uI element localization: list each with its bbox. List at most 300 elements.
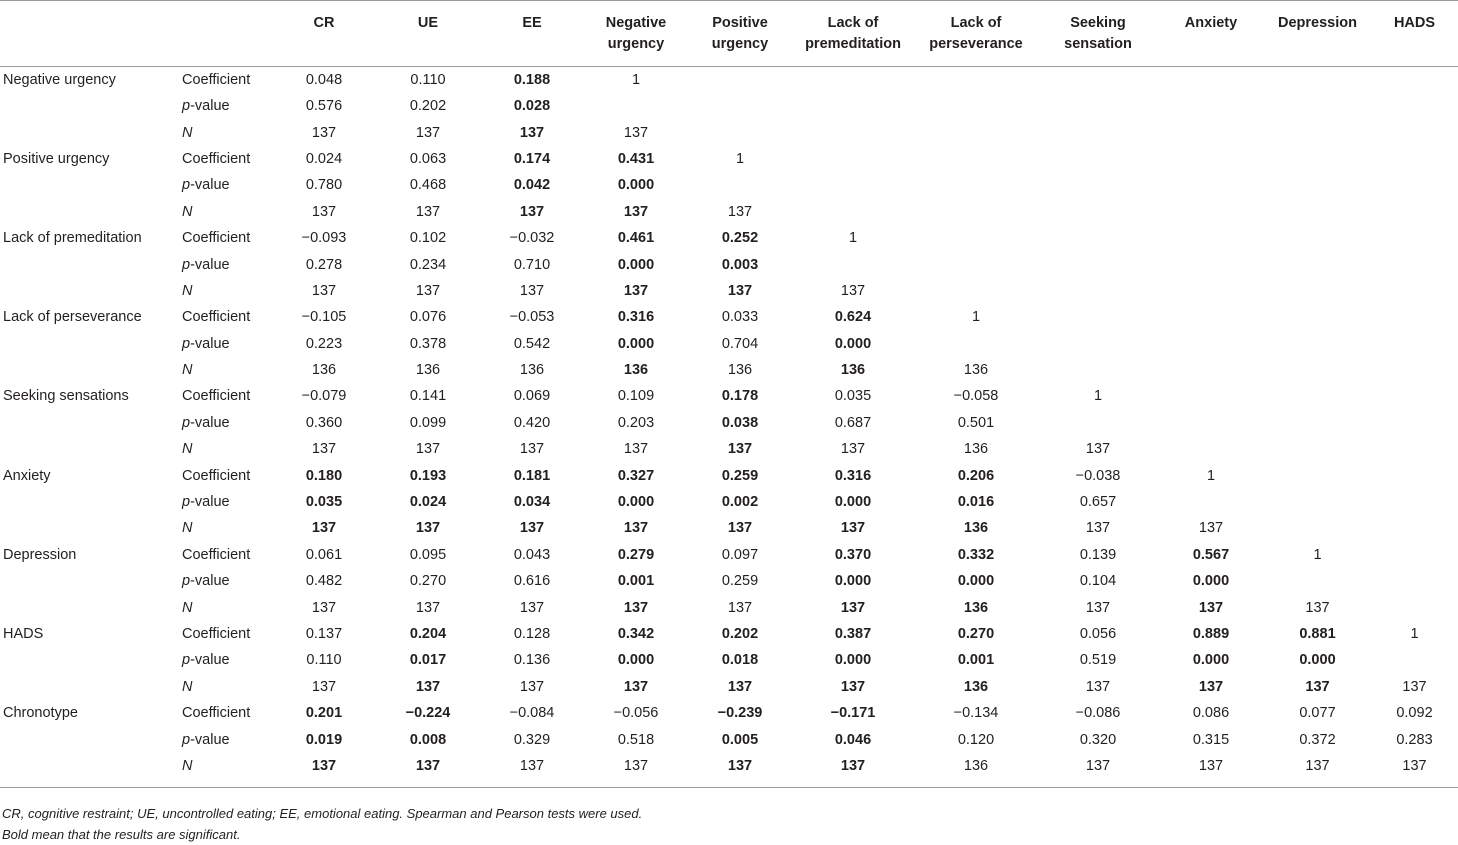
header-blank-cell (176, 1, 272, 67)
value-cell: 0.270 (409, 573, 447, 590)
statistic-label-cell: Coefficient (182, 72, 251, 88)
column-header-label: premeditation (805, 36, 901, 52)
column-header (914, 1, 1038, 67)
value-cell (1158, 225, 1264, 251)
value-cell (1158, 331, 1264, 357)
header-row (0, 1, 1458, 67)
value-cell (1371, 489, 1458, 515)
value-cell (1371, 67, 1458, 94)
value-cell: 136 (840, 362, 866, 379)
value-cell (1158, 251, 1264, 277)
p-value-suffix: -value (190, 731, 230, 748)
value-cell: 136 (963, 520, 989, 537)
column-header-label: Negative (605, 15, 667, 31)
value-cell: 137 (519, 124, 545, 141)
p-value-suffix: -value (190, 573, 230, 590)
value-cell: 0.019 (305, 731, 343, 748)
statistic-label-cell: N (182, 124, 193, 141)
value-cell: 0.136 (513, 652, 551, 669)
value-cell: 137 (1264, 753, 1371, 788)
value-cell (792, 93, 914, 119)
value-cell (1264, 515, 1371, 541)
value-cell: 137 (792, 753, 914, 788)
value-cell (1371, 146, 1458, 172)
value-cell: 0.046 (834, 731, 872, 748)
variable-name-cell: Chronotype (3, 705, 78, 722)
value-cell: 0.206 (957, 467, 995, 484)
value-cell: 137 (415, 124, 441, 141)
value-cell (1038, 278, 1158, 304)
value-cell (792, 67, 914, 94)
value-cell: 0.000 (834, 494, 872, 511)
column-header-label: Seeking (1070, 15, 1126, 31)
value-cell: 136 (963, 441, 989, 458)
value-cell: 137 (311, 203, 337, 220)
value-cell (1038, 225, 1158, 251)
p-value-suffix: -value (190, 177, 230, 194)
value-cell: 136 (519, 362, 545, 379)
value-cell: 0.889 (1192, 626, 1230, 642)
value-cell: 136 (963, 362, 989, 379)
value-cell: 0.687 (834, 414, 872, 431)
value-cell: 1 (1410, 626, 1419, 642)
value-cell: 0.000 (834, 652, 872, 669)
value-cell: 137 (519, 678, 545, 695)
value-cell: 0.468 (409, 177, 447, 194)
value-cell: 137 (415, 678, 441, 695)
value-cell (1371, 568, 1458, 594)
variable-name-cell: Seeking sensations (3, 388, 129, 405)
p-letter: p (182, 494, 191, 511)
value-cell: −0.058 (953, 388, 999, 405)
value-cell: 136 (311, 362, 337, 379)
statistic-label-cell: N (182, 678, 193, 695)
value-cell: 137 (1085, 678, 1111, 695)
table-row (0, 700, 1458, 726)
value-cell: 0.034 (513, 494, 551, 511)
value-cell: 0.431 (617, 150, 655, 167)
table-row (0, 726, 1458, 752)
value-cell: 137 (272, 753, 376, 788)
value-cell: −0.079 (301, 388, 347, 405)
value-cell: 137 (840, 282, 866, 299)
column-header (480, 1, 584, 67)
statistic-label-cell (176, 568, 272, 594)
value-cell: 1 (1093, 388, 1103, 405)
variable-name-cell (0, 119, 176, 145)
value-cell: 0.035 (834, 388, 872, 405)
value-cell: 0.278 (305, 256, 343, 273)
variable-name-cell (0, 199, 176, 225)
column-header (584, 1, 688, 67)
value-cell: 0.461 (617, 230, 655, 247)
value-cell: 137 (311, 441, 337, 458)
table-row (0, 146, 1458, 172)
value-cell: 0.028 (513, 98, 551, 115)
value-cell: 0.279 (617, 546, 655, 563)
value-cell: 137 (519, 441, 545, 458)
value-cell (688, 119, 792, 145)
p-letter: p (182, 256, 191, 273)
value-cell: 0.001 (957, 652, 995, 669)
value-cell: 0.710 (513, 256, 551, 273)
column-header-label: urgency (607, 36, 665, 52)
value-cell: 0.043 (513, 546, 551, 563)
value-cell (1264, 383, 1371, 409)
value-cell: 0.780 (305, 177, 343, 194)
value-cell: 0.024 (305, 150, 343, 167)
value-cell: 137 (688, 753, 792, 788)
value-cell: 0.252 (721, 230, 759, 247)
value-cell (1371, 93, 1458, 119)
value-cell: 0.069 (513, 388, 551, 405)
statistic-label-cell: N (182, 282, 193, 299)
value-cell (792, 172, 914, 198)
value-cell: 0.137 (305, 626, 343, 642)
value-cell (1264, 436, 1371, 462)
value-cell: 0.332 (957, 546, 995, 563)
value-cell (1264, 331, 1371, 357)
value-cell (1264, 357, 1371, 383)
variable-name-cell (0, 172, 176, 198)
value-cell: 0.188 (513, 72, 551, 88)
value-cell (1264, 410, 1371, 436)
value-cell: 0.048 (305, 72, 343, 88)
value-cell: 137 (311, 599, 337, 616)
statistic-label-cell (176, 647, 272, 673)
value-cell: 137 (1198, 599, 1224, 616)
table-row (0, 489, 1458, 515)
statistic-label-cell: N (182, 203, 193, 220)
value-cell: 0.095 (409, 546, 447, 563)
table-row (0, 515, 1458, 541)
value-cell: 0.005 (721, 731, 759, 748)
value-cell: 0.202 (409, 98, 447, 115)
value-cell (1264, 489, 1371, 515)
value-cell: 0.576 (305, 98, 343, 115)
column-header (792, 1, 914, 67)
value-cell: −0.084 (509, 705, 555, 722)
table-row (0, 357, 1458, 383)
value-cell: 137 (623, 678, 649, 695)
value-cell: 137 (1198, 678, 1224, 695)
value-cell (1038, 331, 1158, 357)
value-cell (1264, 304, 1371, 330)
header-blank-cell (0, 1, 176, 67)
value-cell (792, 146, 914, 172)
column-header (688, 1, 792, 67)
column-header (1038, 1, 1158, 67)
value-cell: 0.000 (1192, 573, 1230, 590)
value-cell (584, 93, 688, 119)
value-cell (914, 67, 1038, 94)
column-header-label: Anxiety (1184, 15, 1238, 31)
value-cell (1371, 357, 1458, 383)
value-cell: 0.420 (513, 414, 551, 431)
value-cell: 0.283 (1396, 731, 1433, 748)
value-cell: 0.099 (409, 414, 447, 431)
p-letter: p (182, 414, 191, 431)
value-cell: 0.000 (834, 573, 872, 590)
table-row (0, 568, 1458, 594)
column-header-label: EE (522, 15, 542, 31)
value-cell: 0.327 (617, 467, 655, 484)
value-cell: 0.139 (1079, 546, 1117, 563)
value-cell: 137 (311, 282, 337, 299)
value-cell (1038, 93, 1158, 119)
table-row (0, 410, 1458, 436)
value-cell (1038, 199, 1158, 225)
variable-name-cell (0, 489, 176, 515)
value-cell: 0.018 (721, 652, 759, 669)
variable-name-cell (0, 647, 176, 673)
column-header-label: perseverance (929, 36, 1023, 52)
value-cell: 0.204 (409, 626, 447, 642)
value-cell: 0.102 (409, 230, 447, 247)
value-cell (1371, 594, 1458, 620)
value-cell: 0.372 (1299, 731, 1336, 748)
value-cell: 0.657 (1079, 494, 1117, 511)
value-cell: 137 (376, 753, 480, 788)
value-cell: 137 (1198, 520, 1224, 537)
value-cell: 0.063 (409, 150, 447, 167)
value-cell (1264, 568, 1371, 594)
value-cell: 137 (623, 441, 649, 458)
value-cell: 137 (1158, 753, 1264, 788)
statistic-label-cell: Coefficient (182, 309, 251, 326)
value-cell: 137 (840, 441, 866, 458)
value-cell: 0.000 (617, 177, 655, 194)
value-cell (1038, 146, 1158, 172)
value-cell: −0.053 (509, 309, 555, 326)
value-cell: 0.223 (305, 335, 343, 352)
value-cell: 1 (1206, 467, 1216, 484)
value-cell: 0.259 (721, 467, 759, 484)
value-cell: 137 (584, 753, 688, 788)
value-cell: 0.056 (1079, 626, 1117, 642)
value-cell: −0.038 (1075, 467, 1121, 484)
value-cell (914, 93, 1038, 119)
value-cell: 0.104 (1079, 573, 1117, 590)
value-cell (1371, 542, 1458, 568)
value-cell: 1 (631, 72, 641, 88)
value-cell (1264, 251, 1371, 277)
value-cell: 137 (1305, 678, 1330, 695)
table-row (0, 383, 1458, 409)
statistic-label-cell: N (182, 599, 193, 616)
variable-name-cell: Depression (3, 546, 77, 563)
statistic-label-cell (176, 93, 272, 119)
variable-name-cell: Lack of premeditation (3, 230, 142, 247)
value-cell (1371, 462, 1458, 488)
column-header-label: sensation (1064, 36, 1132, 52)
p-value-suffix: -value (190, 98, 230, 115)
p-value-suffix: -value (190, 256, 230, 273)
variable-name-cell (0, 753, 176, 788)
value-cell: 0.086 (1192, 705, 1230, 722)
value-cell: 0.193 (409, 467, 447, 484)
value-cell: 137 (1038, 753, 1158, 788)
value-cell: 137 (1305, 599, 1330, 616)
table-row (0, 674, 1458, 700)
value-cell: 137 (727, 520, 753, 537)
value-cell: 137 (415, 203, 441, 220)
value-cell (1371, 436, 1458, 462)
statistic-label-cell: Coefficient (182, 546, 251, 563)
value-cell: 137 (519, 520, 545, 537)
value-cell (1371, 199, 1458, 225)
value-cell: 137 (519, 203, 545, 220)
value-cell: 137 (727, 441, 753, 458)
p-letter: p (182, 177, 191, 194)
value-cell: 0.000 (834, 335, 872, 352)
statistic-label-cell (176, 410, 272, 436)
value-cell (1371, 278, 1458, 304)
value-cell: 0.077 (1299, 705, 1336, 722)
table-row (0, 251, 1458, 277)
value-cell: 0.370 (834, 546, 872, 563)
p-letter: p (182, 335, 191, 352)
p-letter: p (182, 573, 191, 590)
variable-name-cell (0, 357, 176, 383)
table-row (0, 753, 1458, 788)
table-footnotes (2, 803, 642, 845)
value-cell: 0.881 (1299, 626, 1336, 642)
value-cell: 137 (415, 282, 441, 299)
value-cell: 0.180 (305, 467, 343, 484)
value-cell: 0.035 (305, 494, 343, 511)
value-cell: 0.141 (409, 388, 447, 405)
value-cell: 0.387 (834, 626, 872, 642)
value-cell: 0.033 (721, 309, 759, 326)
p-value-suffix: -value (190, 414, 230, 431)
value-cell (1038, 119, 1158, 145)
value-cell: 0.000 (1192, 652, 1230, 669)
statistic-label-cell (176, 489, 272, 515)
table-row (0, 67, 1458, 94)
value-cell (1158, 304, 1264, 330)
table-row (0, 199, 1458, 225)
value-cell: 0.003 (721, 256, 759, 273)
value-cell (914, 199, 1038, 225)
column-header (1158, 1, 1264, 67)
variable-name-cell (0, 331, 176, 357)
value-cell (688, 67, 792, 94)
value-cell: 0.016 (957, 494, 995, 511)
value-cell (1371, 225, 1458, 251)
value-cell (914, 172, 1038, 198)
variable-name-cell (0, 515, 176, 541)
table-row (0, 278, 1458, 304)
value-cell: 0.061 (305, 546, 343, 563)
table-row (0, 647, 1458, 673)
value-cell (1038, 251, 1158, 277)
statistic-label-cell: N (182, 520, 193, 537)
value-cell: 0.038 (721, 414, 759, 431)
value-cell (1264, 225, 1371, 251)
value-cell: 0.342 (617, 626, 655, 642)
value-cell: 0.542 (513, 335, 551, 352)
value-cell: 137 (415, 520, 441, 537)
value-cell: 0.109 (617, 388, 655, 405)
value-cell: 0.092 (1396, 705, 1433, 722)
column-header-label: Depression (1278, 15, 1357, 31)
value-cell: −0.134 (953, 705, 999, 722)
value-cell: 137 (1085, 441, 1111, 458)
value-cell: 136 (415, 362, 441, 379)
value-cell (1158, 172, 1264, 198)
value-cell (688, 93, 792, 119)
value-cell: −0.224 (405, 705, 451, 722)
table-row (0, 331, 1458, 357)
value-cell (1264, 172, 1371, 198)
column-header-label: Positive (712, 15, 768, 31)
column-header (376, 1, 480, 67)
column-header (1264, 1, 1371, 67)
value-cell: 0.624 (834, 309, 872, 326)
value-cell: 0.360 (305, 414, 343, 431)
value-cell: 0.315 (1192, 731, 1230, 748)
value-cell (1158, 357, 1264, 383)
value-cell (1038, 304, 1158, 330)
value-cell: 0.329 (513, 731, 551, 748)
value-cell: 137 (840, 520, 866, 537)
value-cell: 0.203 (617, 414, 655, 431)
value-cell (1158, 119, 1264, 145)
value-cell: 0.519 (1079, 652, 1117, 669)
value-cell (1371, 172, 1458, 198)
value-cell (914, 119, 1038, 145)
table-body (0, 67, 1458, 788)
column-header-label: Lack of (827, 15, 879, 31)
value-cell (1038, 410, 1158, 436)
value-cell (1158, 383, 1264, 409)
value-cell: 137 (623, 520, 649, 537)
value-cell: 0.076 (409, 309, 447, 326)
value-cell (1158, 67, 1264, 94)
statistic-label-cell: N (176, 753, 272, 788)
table-row (0, 542, 1458, 568)
value-cell: 137 (727, 203, 753, 220)
value-cell: 0.181 (513, 467, 551, 484)
variable-name-cell: Positive urgency (3, 150, 110, 167)
column-header (272, 1, 376, 67)
value-cell: 137 (840, 599, 866, 616)
value-cell: 0.316 (617, 309, 655, 326)
value-cell: 0.567 (1192, 546, 1230, 563)
value-cell: 137 (415, 599, 441, 616)
statistic-label-cell (176, 251, 272, 277)
p-value-suffix: -value (190, 335, 230, 352)
statistic-label-cell: Coefficient (182, 150, 251, 167)
value-cell (688, 172, 792, 198)
statistic-label-cell: N (182, 362, 193, 379)
column-header-label: Lack of (950, 15, 1002, 31)
p-value-suffix: -value (190, 494, 230, 511)
value-cell: 0.616 (513, 573, 551, 590)
value-cell (1158, 489, 1264, 515)
value-cell (1264, 119, 1371, 145)
table-row (0, 119, 1458, 145)
value-cell: 137 (519, 282, 545, 299)
value-cell: 137 (311, 124, 337, 141)
p-value-suffix: -value (190, 652, 230, 669)
variable-name-cell: Negative urgency (3, 72, 116, 88)
value-cell: 0.178 (721, 388, 759, 405)
value-cell: 137 (623, 599, 649, 616)
statistic-label-cell (176, 726, 272, 752)
value-cell (1371, 383, 1458, 409)
